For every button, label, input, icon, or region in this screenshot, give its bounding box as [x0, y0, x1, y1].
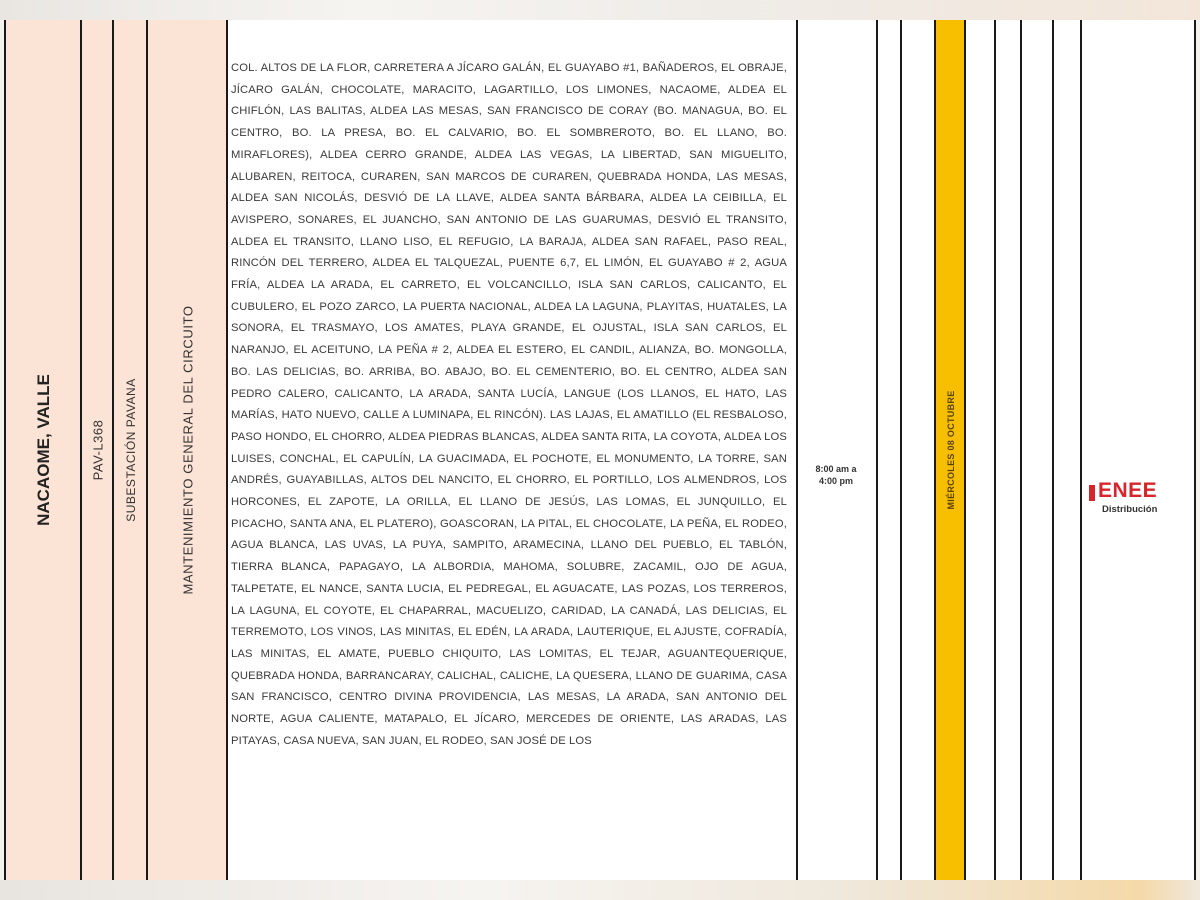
department-label: NACAOME, VALLE	[34, 374, 53, 526]
empty-cell	[1020, 20, 1054, 880]
substation-cell	[112, 20, 148, 880]
time-start: 8:00 am a	[815, 464, 857, 474]
affected-sectors-text: COL. ALTOS DE LA FLOR, CARRETERA A JÍCARO GALÁN, EL GUAYABO #1, BAÑADEROS, EL OBRAJE, JÍCARO GALÁN, CHOCOLATE, MARACITO, LAGARTILLO, LOS LIMONES, NACAOME, ALDEA EL CHIFLÓN, LAS BALITAS, ALDEA LAS MESAS, SAN FRANCISCO DE CORAY (BO. MANAGUA, BO. EL CENTRO, BO. LA PRESA, BO. EL CALVARIO, BO. EL SOMBREROTO, BO. EL LLANO, BO. MIRAFLORES), ALDEA CERRO GRANDE, ALDEA LAS VEGAS, LA LIBERTAD, SAN MIGUELITO, ALUBAREN, REITOCA, CURAREN, SAN MARCOS DE CURAREN, QUEBRADA HONDA, LAS MESAS, ALDEA SAN NICOLÁS, DESVIÓ DE LA LLAVE, ALDEA SANTA BÁRBARA, ALDEA LA CEIBILLA, EL AVISPERO, SONARES, EL JUANCHO, SAN ANTONIO DE LAS GUARUMAS, DESVIÓ EL TRANSITO, ALDEA EL TRANSITO, LLANO LISO, EL REFUGIO, LA BARAJA, ALDEA SAN RAFAEL, PASO REAL, RINCÓN DEL TERRERO, ALDEA EL TALQUEZAL, PUENTE 6,7, EL LIMÓN, EL GUAYABO # 2, AGUA FRÍA, ALDEA LA ARADA, EL CARRETO, EL VOLCANCILLO, ISLA SAN CARLOS, CALICANTO, EL CUBULERO, EL POZO ZARCO, LA PUERTA NACIONAL, ALDEA LA LAGUNA, PLAYITAS, HUATALES, LA SONORA, EL TRASMAYO, LOS AMATES, PLAYA GRANDE, EL OJUSTAL, ISLA SAN CARLOS, EL NARANJO, EL ACEITUNO, LA PEÑA # 2, ALDEA EL ESTERO, EL CANDIL, ALIANZA, BO. MONGOLLA, BO. LAS DELICIAS, BO. ARRIBA, BO. ABAJO, BO. EL CEMENTERIO, BO. EL CENTRO, ALDEA SAN PEDRO CALERO, CALICANTO, LA ARADA, SANTA LUCÍA, LANGUE (LOS LLANOS, EL HATO, LAS MARÍAS, HATO NUEVO, CALLE A LUMINAPA, EL RINCÓN). LAS LAJAS, EL AMATILLO (EL RESBALOSO, PASO HONDO, EL CHORRO, ALDEA PIEDRAS BLANCAS, ALDEA SANTA RITA, LA COYOTA, ALDEA LOS LUISES, CONCHAL, EL CAPULÍN, LA GUACIMADA, EL POCHOTE, EL MONUMENTO, LA TORRE, SAN ANDRÉS, GUAYABILLAS, ALTOS DEL NANCITO, EL CHORRO, EL PORTILLO, LOS ALMENDROS, LOS HORCONES, EL ZAPOTE, LA ORILLA, EL LLANO DE JESÚS, LAS LOMAS, EL JUNQUILLO, EL PICACHO, SANTA ANA, EL PLATERO), GOASCORAN, LA PITAL, EL CHOCOLATE, LA PEÑA, EL RODEO, AGUA BLANCA, LAS UVAS, LA PUYA, SAMPITO, ARAMECINA, LLANO DEL PUEBLO, EL TABLÓN, TIERRA BLANCA, PAPAGAYO, LA ALBORDIA, MAHOMA, SOLUBRE, ZACAMIL, OJO DE AGUA, TALPETATE, EL NANCE, SANTA LUCIA, EL PEDREGAL, EL AGUACATE, LAS POZAS, LOS TERREROS, LA LAGUNA, EL COYOTE, EL CHAPARRAL, MACUELIZO, CARIDAD, LA CANADÁ, LAS DELICIAS, EL TERREMOTO, LOS VINOS, LAS MINITAS, EL EDÉN, LA ARADA, LAUTERIQUE, EL AJUSTE, COFRADÍA, LAS MINITAS, EL AMATE, PUEBLO CHIQUITO, LAS LOMITAS, EL TEJAR, AGUANTEQUERIQUE, QUEBRADA HONDA, BARRANCARAY, CALICHAL, CALICHE, LA QUESERA, LLANO DE GUARIMA, CASA SAN FRANCISCO, CENTRO DIVINA PROVIDENCIA, LAS MESAS, LA ARADA, SAN ANTONIO DEL NORTE, AGUA CALIENTE, MATAPALO, EL JÍCARO, MERCEDES DE ORIENTE, LAS ARADAS, LAS PITAYAS, CASA NUEVA, SAN JUAN, EL RODEO, SAN JOSÉ DE LOS	[231, 62, 787, 747]
empty-cell	[900, 20, 936, 880]
outage-schedule-table	[4, 20, 1196, 880]
substation-label: SUBESTACIÓN PAVANA	[124, 378, 138, 522]
empty-cell	[1052, 20, 1082, 880]
empty-cell	[876, 20, 902, 880]
logo-subtitle: Distribución	[1102, 504, 1158, 515]
page-edge-top	[0, 0, 1200, 20]
logo-cell	[1080, 20, 1196, 880]
work-type-label: MANTENIMIENTO GENERAL DEL CIRCUITO	[180, 305, 196, 595]
circuit-label: PAV-L368	[90, 419, 106, 481]
enee-logo	[1086, 480, 1196, 520]
time-end: 4:00 pm	[818, 476, 853, 486]
logo-mark-icon	[1089, 485, 1095, 501]
empty-cell	[994, 20, 1022, 880]
date-label: MIÉRCOLES 08 OCTUBRE	[946, 390, 956, 510]
work-type-cell	[146, 20, 228, 880]
date-cell	[934, 20, 966, 880]
circuit-cell	[80, 20, 114, 880]
logo-brand: ENEE	[1098, 479, 1158, 502]
time-range	[800, 463, 872, 487]
time-cell	[796, 20, 878, 880]
empty-cell	[964, 20, 996, 880]
page-edge-bottom	[0, 880, 1200, 900]
department-cell	[4, 20, 82, 880]
